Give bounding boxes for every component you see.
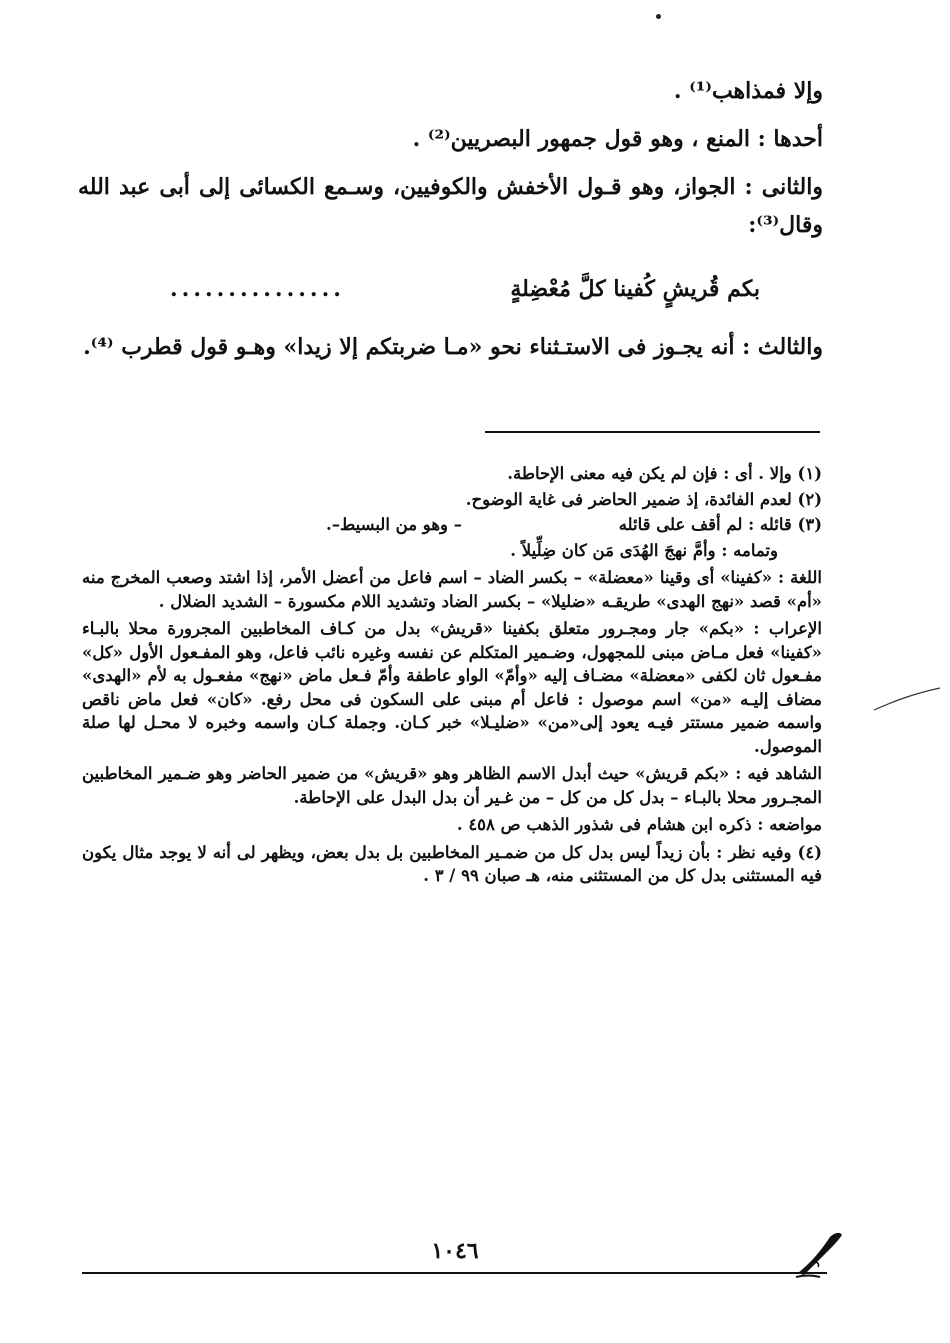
footnote-3-meter: – وهو من البسيط–. xyxy=(325,515,462,534)
ink-stroke-mark xyxy=(872,684,942,714)
bottom-rule xyxy=(82,1272,827,1274)
second-opinion: والثانى : الجواز، وهو قـول الأخفش والكوفيين، وسـمع الكسائى إلى أبى عبد الله وقال⁽³⁾: xyxy=(78,174,823,238)
page-number: ١٠٤٦ xyxy=(431,1238,479,1264)
footnote-3-lugha: اللغة : «كفينا» أى وقينا «معضلة» – بكسر الضاد – اسم فاعل من أعضل الأمر، إذا اشتد وصعب المخرج منه «أم» قصد «نهج الهدى» طريقـه «ضليلا» – بكسر الضاد وتشديد اللام مكسورة – الشديد الضلال . xyxy=(82,568,822,611)
first-opinion: أحدها : المنع ، وهو قول جمهور البصريين⁽²⁾ . xyxy=(412,126,823,152)
footnotes xyxy=(82,462,822,890)
footnote-3-shahid: الشاهد فيه : «بكم قريش» حيث أبدل الاسم الظاهر وهو «قريش» من ضمير الحاضر وهو ضـمير المخاطبين المجـرور محلا بالبـاء – بدل كل من كل – من غـير أن بدل البدل على الإحاطة. xyxy=(82,764,822,807)
ink-speck xyxy=(656,14,661,19)
footnote-3-tamamuh: وتمامه : وأمَّ نهجَ الهُدَى مَن كان ضِلِّيلاً . xyxy=(510,540,778,560)
footnote-2: (٢) لعدم الفائدة، إذ ضمير الحاضر فى غاية الوضوح. xyxy=(465,489,822,509)
verse-first-half: بكم قُريشٍ كُفينا كلَّ مُعْضِلةٍ xyxy=(510,276,760,302)
publisher-logo-icon xyxy=(790,1225,850,1285)
verse-dots: ............... xyxy=(170,276,345,302)
footnote-3-attribution: (٣) قائله : لم أقف على قائله xyxy=(618,515,822,534)
main-text xyxy=(78,72,823,244)
verse-line xyxy=(170,272,760,316)
footnote-1: (١) وإلا . أى : فإن لم يكن فيه معنى الإحاطة. xyxy=(507,464,822,483)
footnote-4: (٤) وفيه نظر : بأن زيداً ليس بدل كل من ضمـير المخاطبين بل بدل بعض، ويظهر لى أنه لا يوجد مثال يكون فيه المستثنى بدل كل من المستثنى منه، هـ صبان ٩٩ / ٣ . xyxy=(82,842,822,885)
third-opinion-block xyxy=(78,328,823,366)
footnote-3-header xyxy=(82,513,822,537)
intro-line: وإلا فمذاهب⁽¹⁾ . xyxy=(673,78,823,104)
footnote-3-mawadi: مواضعه : ذكره ابن هشام فى شذور الذهب ص ٤٥٨ . xyxy=(456,815,822,834)
third-opinion: والثالث : أنه يجـوز فى الاستـثناء نحو «مـا ضربتكم إلا زيدا» وهـو قول قطرب ⁽⁴⁾. xyxy=(83,334,823,360)
footnote-separator xyxy=(485,431,820,433)
footnote-3-irab: الإعراب : «بكم» جار ومجـرور متعلق بكفينا «قريش» بدل من كـاف المخاطبين المجرورة محلا بالبـاء «كفينا» فعل مـاض مبنى للمجهول، وضـمير المتكلم عن نفسه وغيره نائب فاعل، وهو المفـعول الأول «كل» مفـعول ثان لكفى «معضلة» مضـاف إليه «وأمّ» الواو عاطفة وأمّ فـعل ماض «نهج» مفعـول به لأم «الهدى» مضاف إليـه «من» اسم موصول : فاعل أم مبنى على السكون فى محل رفع. «كان» فعل ماض ناقص واسمه ضمير مستتر فيـه يعود إلى«من» «ضليـلا» خبر كـان. وجملة كـان واسمه وخبره لا محـل لها صلة الموصول. xyxy=(82,619,822,756)
